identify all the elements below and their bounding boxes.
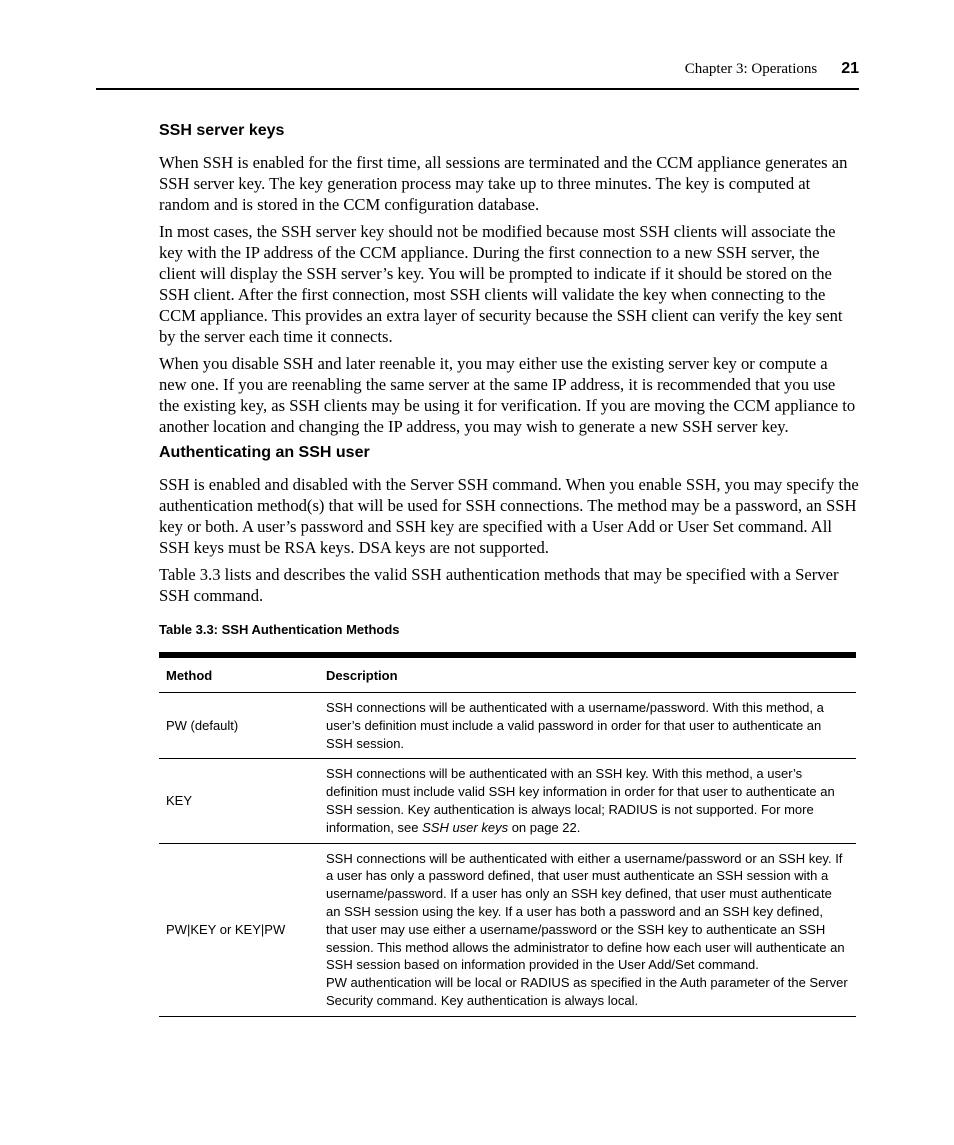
description-text: on page 22. xyxy=(508,819,581,835)
description-cell xyxy=(319,759,856,843)
description-cell: SSH connections will be authenticated with a username/password. With this method, a user’s definition must include a valid password in order for that user to authenticate an SSH session. xyxy=(319,693,856,759)
table-row xyxy=(159,693,856,759)
page-number: 21 xyxy=(841,60,859,77)
ssh-auth-methods-table xyxy=(159,652,856,1017)
description-text: SSH connections will be authenticated with either a username/password or an SSH key. If a user has only a password defined, that user must authenticate an SSH session with a username/password. If a user has only an SSH key defined, that user must authenticate an SSH session using the key. If a user has both a password and an SSH key defined, that user may use either a username/password or the SSH key to authenticate an SSH session. This method allows the administrator to define how each user will authenticate an SSH session based on information provided in the User Add/Set command. xyxy=(326,850,845,973)
column-header-method: Method xyxy=(159,655,319,693)
method-cell: KEY xyxy=(159,759,319,843)
method-cell: PW|KEY or KEY|PW xyxy=(159,843,319,1016)
running-header xyxy=(96,59,859,79)
header-rule xyxy=(96,88,859,90)
table-caption: Table 3.3: SSH Authentication Methods xyxy=(159,622,400,637)
cross-reference-link[interactable]: SSH user keys xyxy=(422,819,509,835)
description-cell xyxy=(319,843,856,1016)
paragraph: When you disable SSH and later reenable it, you may either use the existing server key or compute a new one. If you are reenabling the same server at the same IP address, it is recommended that you use the existing key, as SSH clients may be using it for verification. If you are moving the CCM appliance to another location and changing the IP address, you may wish to generate a new SSH server key. xyxy=(159,354,856,436)
paragraph: Table 3.3 lists and describes the valid SSH authentication methods that may be specified with a Server SSH command. xyxy=(159,565,839,605)
method-cell: PW (default) xyxy=(159,693,319,759)
chapter-title: Chapter 3: Operations xyxy=(684,61,818,77)
column-header-description: Description xyxy=(319,655,856,693)
table-row xyxy=(159,843,856,1016)
page-content xyxy=(159,121,859,1017)
paragraph: SSH is enabled and disabled with the Server SSH command. When you enable SSH, you may specify the authentication method(s) that will be used for SSH connections. The method may be a password, an SSH key or both. A user’s password and SSH key are specified with a User Add or User Set command. All SSH keys must be RSA keys. DSA keys are not supported. xyxy=(159,475,859,557)
section-heading-authenticating-ssh-user: Authenticating an SSH user xyxy=(159,444,370,461)
table-row xyxy=(159,759,856,843)
description-text: SSH connections will be authenticated with an SSH key. With this method, a user’s definition must include valid SSH key information in order for that user to authenticate an SSH session. Key authentication is always local; RADIUS is not supported. For more information, see xyxy=(326,766,835,835)
paragraph: When SSH is enabled for the first time, all sessions are terminated and the CCM appliance generates an SSH server key. The key generation process may take up to three minutes. The key is computed at random and is stored in the CCM configuration database. xyxy=(159,153,848,214)
description-text: PW authentication will be local or RADIUS as specified in the Auth parameter of the Server Security command. Key authentication is always local. xyxy=(326,975,848,1008)
section-heading-ssh-server-keys: SSH server keys xyxy=(159,122,285,139)
table-header-row xyxy=(159,655,856,693)
paragraph: In most cases, the SSH server key should not be modified because most SSH clients will associate the key with the IP address of the CCM appliance. During the first connection to a new SSH server, the client will display the SSH server’s key. You will be prompted to indicate if it should be stored on the SSH client. After the first connection, most SSH clients will validate the key when connecting to the CCM appliance. This provides an extra layer of security because the SSH client can verify the key sent by the server each time it connects. xyxy=(159,222,843,346)
